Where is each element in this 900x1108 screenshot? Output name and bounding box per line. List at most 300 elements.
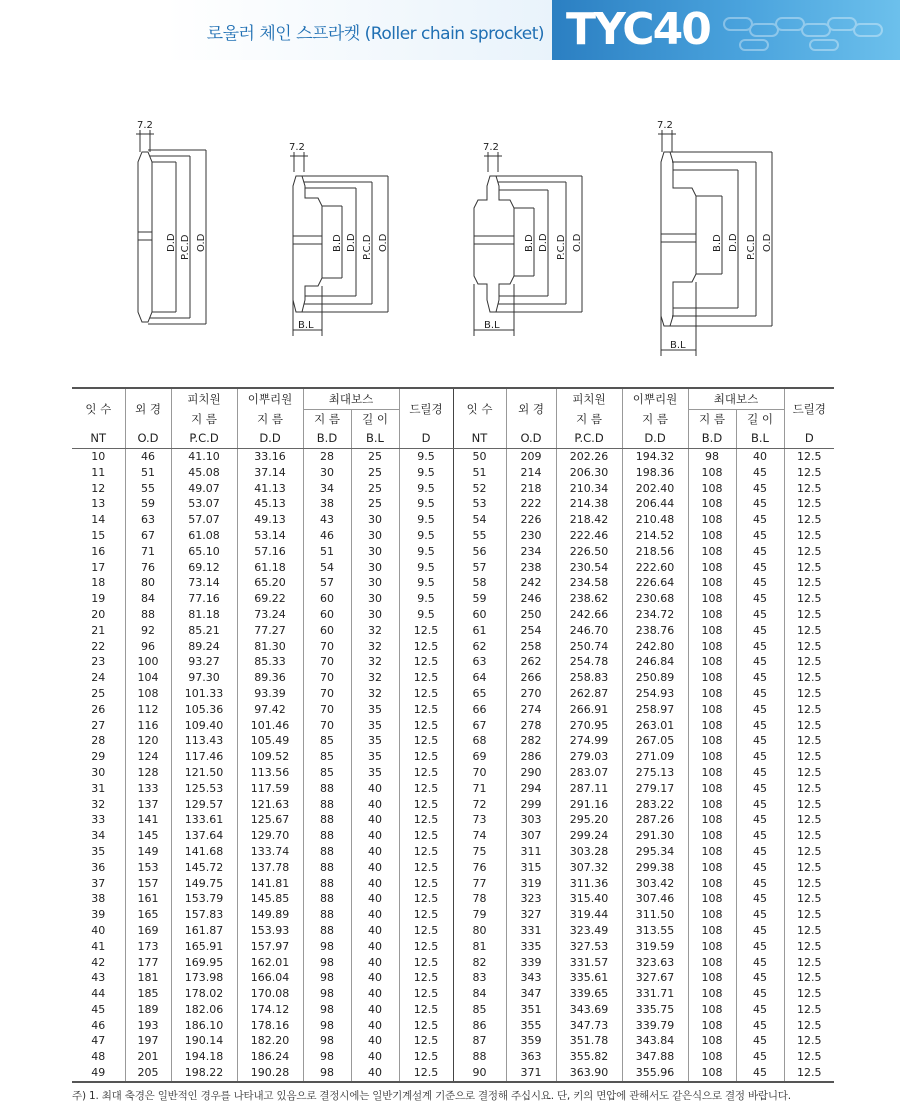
- table-cell: 98: [303, 970, 351, 986]
- table-cell: 98: [303, 939, 351, 955]
- th-bl: B.L: [351, 428, 399, 449]
- th-drill-kr: 드릴경: [399, 388, 453, 428]
- table-cell: 45: [736, 812, 784, 828]
- table-cell: 108: [688, 512, 736, 528]
- table-cell: 193: [125, 1018, 171, 1034]
- table-cell: 57.16: [237, 544, 303, 560]
- table-cell: 88: [303, 923, 351, 939]
- table-cell: 66: [453, 702, 506, 718]
- table-cell: 85: [303, 749, 351, 765]
- table-cell: 169: [125, 923, 171, 939]
- footnote: 주) 1. 최대 축경은 일반적인 경우를 나타내고 있음으로 결정시에는 일반기계설계 기준으로 결정해 주십시요. 단, 키의 면압에 관해서도 같은식으로 결정 바랍니다.: [72, 1090, 791, 1102]
- table-cell: 30: [351, 512, 399, 528]
- table-cell: 70: [303, 654, 351, 670]
- table-cell: 82: [453, 955, 506, 971]
- table-cell: 40: [351, 907, 399, 923]
- table-cell: 121.63: [237, 797, 303, 813]
- table-cell: 291.30: [622, 828, 688, 844]
- table-cell: 108: [688, 1065, 736, 1082]
- table-cell: 42: [91, 955, 106, 969]
- table-cell: 295.34: [622, 844, 688, 860]
- table-cell: 108: [688, 781, 736, 797]
- th-pcd-kr-r: 피치원: [556, 388, 622, 410]
- sprocket-spec-table: [72, 387, 834, 1083]
- table-cell: 327: [506, 907, 556, 923]
- table-cell: 283.07: [556, 765, 622, 781]
- table-cell: 226: [506, 512, 556, 528]
- th-bd: B.D: [303, 428, 351, 449]
- table-cell: 85.33: [237, 654, 303, 670]
- table-cell: 303.28: [556, 844, 622, 860]
- table-cell: 12.5: [784, 702, 834, 718]
- table-row: [72, 686, 834, 702]
- table-cell: 294: [506, 781, 556, 797]
- table-cell: 62: [453, 639, 506, 655]
- th-nt-r: NT: [453, 428, 506, 449]
- table-cell: 43: [91, 971, 106, 985]
- table-cell: 246: [506, 591, 556, 607]
- table-cell: 77.27: [237, 623, 303, 639]
- table-cell: 12.5: [399, 860, 453, 876]
- table-cell: 45: [736, 781, 784, 797]
- table-cell: 145.72: [171, 860, 237, 876]
- table-cell: 315.40: [556, 891, 622, 907]
- table-cell: 109.40: [171, 718, 237, 734]
- table-cell: 343.69: [556, 1002, 622, 1018]
- table-cell: 54: [303, 560, 351, 576]
- table-cell: 70: [303, 686, 351, 702]
- table-cell: 52: [453, 481, 506, 497]
- table-cell: 12.5: [399, 1049, 453, 1065]
- table-cell: 258.97: [622, 702, 688, 718]
- table-cell: 12.5: [399, 844, 453, 860]
- table-cell: 128: [125, 765, 171, 781]
- table-cell: 35: [351, 749, 399, 765]
- table-cell: 153: [125, 860, 171, 876]
- table-cell: 274.99: [556, 733, 622, 749]
- table-cell: 12.5: [399, 828, 453, 844]
- table-cell: 70: [303, 718, 351, 734]
- table-cell: 12.5: [784, 986, 834, 1002]
- table-cell: 26: [91, 702, 106, 716]
- table-cell: 307.46: [622, 891, 688, 907]
- table-cell: 108: [688, 718, 736, 734]
- table-row: [72, 607, 834, 623]
- table-cell: 93.27: [171, 654, 237, 670]
- table-cell: 108: [688, 986, 736, 1002]
- table-cell: 271.09: [622, 749, 688, 765]
- label-bd-d: B.D: [712, 234, 723, 252]
- table-cell: 51: [125, 465, 171, 481]
- table-cell: 202.26: [556, 449, 622, 465]
- table-cell: 323.49: [556, 923, 622, 939]
- table-cell: 69: [453, 749, 506, 765]
- table-cell: 45: [736, 1033, 784, 1049]
- table-cell: 162.01: [237, 955, 303, 971]
- table-row: [72, 496, 834, 512]
- table-cell: 226.64: [622, 575, 688, 591]
- table-cell: 108: [688, 623, 736, 639]
- table-cell: 45: [736, 1065, 784, 1082]
- table-cell: 45: [736, 986, 784, 1002]
- table-cell: 57: [303, 575, 351, 591]
- table-cell: 12.5: [399, 986, 453, 1002]
- table-cell: 124: [125, 749, 171, 765]
- th-bd-r: B.D: [688, 428, 736, 449]
- table-cell: 250.74: [556, 639, 622, 655]
- table-cell: 218.56: [622, 544, 688, 560]
- table-cell: 33: [91, 813, 106, 827]
- table-cell: 157: [125, 876, 171, 892]
- table-cell: 30: [351, 607, 399, 623]
- table-cell: 35: [91, 844, 106, 858]
- table-cell: 37.14: [237, 465, 303, 481]
- table-cell: 214: [506, 465, 556, 481]
- th-od: O.D: [125, 428, 171, 449]
- table-cell: 125.53: [171, 781, 237, 797]
- label-pcd-a: P.C.D: [180, 234, 191, 260]
- table-cell: 287.11: [556, 781, 622, 797]
- table-cell: 12.5: [784, 923, 834, 939]
- table-row: [72, 797, 834, 813]
- table-cell: 186.24: [237, 1049, 303, 1065]
- table-cell: 77.16: [171, 591, 237, 607]
- table-cell: 30: [351, 528, 399, 544]
- table-cell: 307.32: [556, 860, 622, 876]
- table-cell: 88: [303, 891, 351, 907]
- table-cell: 153.79: [171, 891, 237, 907]
- table-cell: 9.5: [399, 481, 453, 497]
- table-cell: 46: [125, 449, 171, 465]
- table-cell: 25: [351, 481, 399, 497]
- table-cell: 278: [506, 718, 556, 734]
- table-cell: 45: [736, 970, 784, 986]
- header-row-1: [72, 388, 834, 410]
- table-cell: 12.5: [784, 465, 834, 481]
- table-cell: 185: [125, 986, 171, 1002]
- table-cell: 89.24: [171, 639, 237, 655]
- table-cell: 145: [125, 828, 171, 844]
- table-row: [72, 970, 834, 986]
- table-cell: 88: [453, 1049, 506, 1065]
- table-cell: 43: [303, 512, 351, 528]
- table-cell: 116: [125, 718, 171, 734]
- table-cell: 12.5: [784, 1033, 834, 1049]
- table-cell: 108: [688, 607, 736, 623]
- label-pcd-b: P.C.D: [362, 234, 373, 260]
- table-cell: 12.5: [399, 907, 453, 923]
- table-cell: 108: [688, 465, 736, 481]
- table-cell: 258: [506, 639, 556, 655]
- table-cell: 299: [506, 797, 556, 813]
- table-cell: 351.78: [556, 1033, 622, 1049]
- label-bd-b: B.D: [332, 234, 343, 252]
- table-row: [72, 955, 834, 971]
- th-dd-r: D.D: [622, 428, 688, 449]
- table-cell: 355.82: [556, 1049, 622, 1065]
- label-dd-c: D.D: [538, 233, 549, 252]
- table-cell: 258.83: [556, 670, 622, 686]
- th-od-r: O.D: [506, 428, 556, 449]
- table-cell: 50: [453, 449, 506, 465]
- table-cell: 34: [303, 481, 351, 497]
- table-row: [72, 560, 834, 576]
- table-cell: 98: [303, 1065, 351, 1082]
- table-cell: 355: [506, 1018, 556, 1034]
- table-cell: 234.72: [622, 607, 688, 623]
- table-cell: 83: [453, 970, 506, 986]
- table-cell: 165: [125, 907, 171, 923]
- table-cell: 165.91: [171, 939, 237, 955]
- th-dd: D.D: [237, 428, 303, 449]
- table-cell: 97.30: [171, 670, 237, 686]
- table-cell: 113.56: [237, 765, 303, 781]
- table-cell: 76: [125, 560, 171, 576]
- table-cell: 70: [303, 639, 351, 655]
- label-od-c: O.D: [572, 233, 583, 252]
- table-cell: 117.59: [237, 781, 303, 797]
- table-cell: 105.49: [237, 733, 303, 749]
- table-cell: 45: [736, 1018, 784, 1034]
- table-cell: 40: [351, 828, 399, 844]
- label-dd-a: D.D: [166, 233, 177, 252]
- table-cell: 20: [91, 607, 106, 621]
- table-cell: 170.08: [237, 986, 303, 1002]
- table-cell: 120: [125, 733, 171, 749]
- table-cell: 12.5: [399, 1065, 453, 1082]
- table-cell: 12.5: [784, 591, 834, 607]
- table-cell: 98: [303, 1049, 351, 1065]
- label-dd-d: D.D: [728, 233, 739, 252]
- table-cell: 100: [125, 654, 171, 670]
- table-cell: 45: [736, 876, 784, 892]
- table-cell: 12.5: [784, 876, 834, 892]
- table-cell: 32: [351, 639, 399, 655]
- table-cell: 12.5: [784, 528, 834, 544]
- sprocket-type-diagrams: [0, 60, 900, 380]
- table-cell: 45: [736, 907, 784, 923]
- th-bl-sub: 길 이: [351, 410, 399, 429]
- table-cell: 108: [688, 876, 736, 892]
- table-cell: 30: [91, 765, 106, 779]
- table-cell: 30: [351, 575, 399, 591]
- table-cell: 12.5: [784, 639, 834, 655]
- table-cell: 133.74: [237, 844, 303, 860]
- label-od-d: O.D: [762, 233, 773, 252]
- table-row: [72, 512, 834, 528]
- table-cell: 12: [91, 481, 106, 495]
- table-cell: 12.5: [399, 1002, 453, 1018]
- table-cell: 72: [453, 797, 506, 813]
- table-cell: 113.43: [171, 733, 237, 749]
- table-cell: 299.38: [622, 860, 688, 876]
- table-cell: 343.84: [622, 1033, 688, 1049]
- table-cell: 108: [688, 765, 736, 781]
- th-dd-sub: 지 름: [237, 410, 303, 429]
- table-row: [72, 891, 834, 907]
- table-cell: 205: [125, 1065, 171, 1082]
- table-cell: 45: [736, 512, 784, 528]
- table-cell: 33.16: [237, 449, 303, 465]
- table-cell: 214.38: [556, 496, 622, 512]
- table-cell: 85.21: [171, 623, 237, 639]
- table-cell: 70: [303, 670, 351, 686]
- table-cell: 266: [506, 670, 556, 686]
- table-row: [72, 575, 834, 591]
- table-cell: 230.54: [556, 560, 622, 576]
- table-cell: 9.5: [399, 591, 453, 607]
- table-cell: 12.5: [784, 496, 834, 512]
- table-cell: 14: [91, 513, 106, 527]
- table-cell: 70: [453, 765, 506, 781]
- chain-pattern-decoration: [720, 6, 890, 54]
- dim-thickness-a: 7.2: [137, 120, 153, 131]
- table-cell: 311.36: [556, 876, 622, 892]
- table-cell: 112: [125, 702, 171, 718]
- table-cell: 222.60: [622, 560, 688, 576]
- table-cell: 291.16: [556, 797, 622, 813]
- table-row: [72, 670, 834, 686]
- table-cell: 12.5: [784, 544, 834, 560]
- table-cell: 51: [453, 465, 506, 481]
- label-bl-c: B.L: [484, 320, 500, 331]
- table-cell: 25: [351, 449, 399, 465]
- table-cell: 88: [303, 844, 351, 860]
- table-cell: 40: [91, 923, 106, 937]
- table-row: [72, 986, 834, 1002]
- th-bl-sub-r: 길 이: [736, 410, 784, 429]
- sprocket-drawings: [0, 60, 900, 380]
- table-cell: 371: [506, 1065, 556, 1082]
- table-cell: 44: [91, 987, 106, 1001]
- table-cell: 331.57: [556, 955, 622, 971]
- table-cell: 108: [688, 907, 736, 923]
- table-cell: 108: [688, 860, 736, 876]
- table-cell: 339: [506, 955, 556, 971]
- table-row: [72, 654, 834, 670]
- table-cell: 49.07: [171, 481, 237, 497]
- table-row: [72, 449, 834, 465]
- table-cell: 12.5: [784, 1065, 834, 1082]
- label-bl-d: B.L: [670, 340, 686, 351]
- th-drill-kr-r: 드릴경: [784, 388, 834, 428]
- table-cell: 45: [91, 1002, 106, 1016]
- table-cell: 30: [303, 465, 351, 481]
- table-row: [72, 623, 834, 639]
- table-cell: 141.68: [171, 844, 237, 860]
- table-cell: 31: [91, 781, 106, 795]
- table-row: [72, 702, 834, 718]
- table-cell: 238: [506, 560, 556, 576]
- table-cell: 27: [91, 718, 106, 732]
- table-row: [72, 749, 834, 765]
- table-cell: 75: [453, 844, 506, 860]
- table-cell: 69.12: [171, 560, 237, 576]
- table-cell: 108: [688, 686, 736, 702]
- table-cell: 25: [351, 465, 399, 481]
- table-cell: 363.90: [556, 1065, 622, 1082]
- table-cell: 12.5: [784, 844, 834, 860]
- table-cell: 174.12: [237, 1002, 303, 1018]
- table-cell: 339.79: [622, 1018, 688, 1034]
- table-cell: 363: [506, 1049, 556, 1065]
- table-row: [72, 860, 834, 876]
- table-cell: 335.61: [556, 970, 622, 986]
- table-cell: 98: [303, 1033, 351, 1049]
- table-cell: 29: [91, 750, 106, 764]
- table-cell: 32: [91, 797, 106, 811]
- table-cell: 198.36: [622, 465, 688, 481]
- table-cell: 218: [506, 481, 556, 497]
- table-cell: 12.5: [784, 970, 834, 986]
- table-cell: 45: [736, 765, 784, 781]
- table-cell: 274: [506, 702, 556, 718]
- table-cell: 70: [303, 702, 351, 718]
- table-cell: 58: [453, 575, 506, 591]
- table-row: [72, 1049, 834, 1065]
- table-cell: 108: [688, 639, 736, 655]
- table-cell: 359: [506, 1033, 556, 1049]
- table-cell: 12.5: [784, 607, 834, 623]
- table-cell: 299.24: [556, 828, 622, 844]
- table-cell: 25: [351, 496, 399, 512]
- table-cell: 81: [453, 939, 506, 955]
- table-cell: 182.06: [171, 1002, 237, 1018]
- table-cell: 86: [453, 1018, 506, 1034]
- diagram-type-a: [136, 130, 206, 324]
- table-cell: 67: [125, 528, 171, 544]
- table-row: [72, 591, 834, 607]
- table-cell: 34: [91, 829, 106, 843]
- table-cell: 250.89: [622, 670, 688, 686]
- table-cell: 12.5: [784, 654, 834, 670]
- table-cell: 90: [453, 1065, 506, 1082]
- table-cell: 108: [688, 654, 736, 670]
- table-cell: 109.52: [237, 749, 303, 765]
- table-cell: 78: [453, 891, 506, 907]
- table-cell: 40: [351, 797, 399, 813]
- th-nt-kr: 잇 수: [72, 388, 125, 428]
- table-cell: 12.5: [399, 923, 453, 939]
- table-cell: 250: [506, 607, 556, 623]
- table-cell: 37: [91, 876, 106, 890]
- table-cell: 24: [91, 671, 106, 685]
- table-cell: 12.5: [784, 623, 834, 639]
- table-cell: 63: [453, 654, 506, 670]
- table-cell: 45: [736, 702, 784, 718]
- table-cell: 12.5: [399, 891, 453, 907]
- table-cell: 246.84: [622, 654, 688, 670]
- table-cell: 178.16: [237, 1018, 303, 1034]
- table-cell: 12.5: [784, 1002, 834, 1018]
- th-pcd-sub-r: 지 름: [556, 410, 622, 429]
- table-cell: 331: [506, 923, 556, 939]
- table-cell: 351: [506, 1002, 556, 1018]
- table-cell: 35: [351, 733, 399, 749]
- table-cell: 226.50: [556, 544, 622, 560]
- table-cell: 327.67: [622, 970, 688, 986]
- table-cell: 182.20: [237, 1033, 303, 1049]
- table-row: [72, 781, 834, 797]
- table-cell: 76: [453, 860, 506, 876]
- table-cell: 93.39: [237, 686, 303, 702]
- table-cell: 242: [506, 575, 556, 591]
- table-cell: 38: [303, 496, 351, 512]
- table-cell: 45: [736, 465, 784, 481]
- table-row: [72, 1002, 834, 1018]
- table-cell: 98: [303, 986, 351, 1002]
- table-cell: 12.5: [399, 781, 453, 797]
